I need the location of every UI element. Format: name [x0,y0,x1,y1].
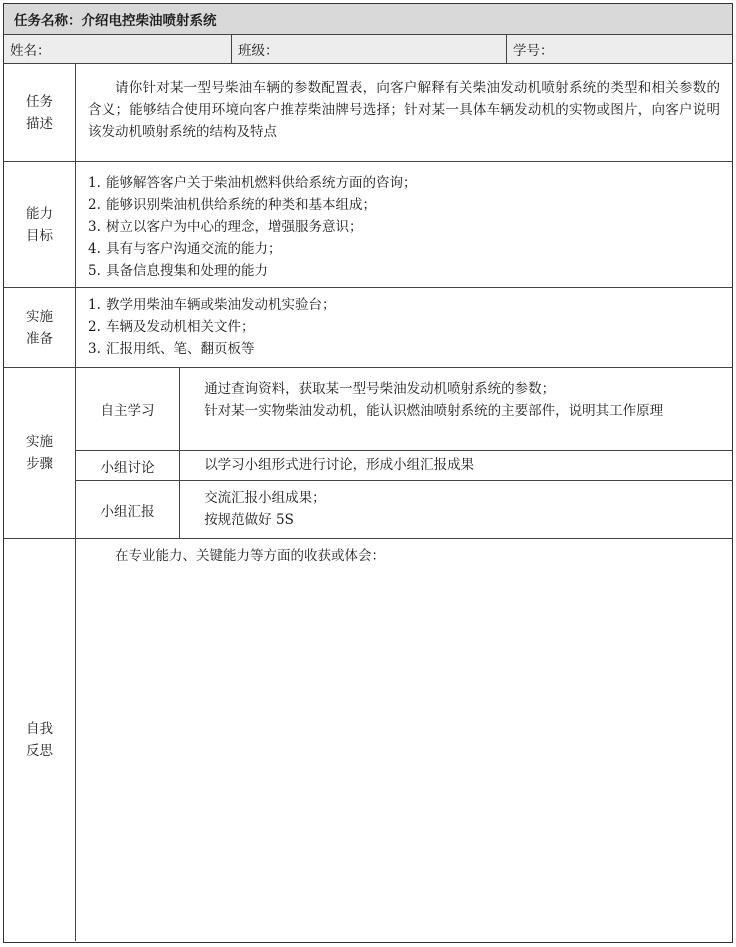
student-info-row [4,35,732,64]
self-study-line-2: 针对某一实物柴油发动机，能认识燃油喷射系统的主要部件，说明其工作原理 [204,403,664,419]
ability-goals-label: 能力 目标 [4,162,76,287]
task-sheet [3,3,733,943]
list-item: 1. 教学用柴油车辆或柴油发动机实验台； [88,297,336,313]
task-description-row [4,64,732,162]
self-reflection-row [4,539,732,941]
name-label: 姓名： [10,43,51,59]
group-report-step [76,481,732,538]
list-item: 2. 能够识别柴油机供给系统的种类和基本组成； [88,197,376,213]
ability-goals-row [4,162,732,288]
self-reflection-area[interactable] [76,539,732,941]
self-study-label: 自主学习 [76,368,180,450]
list-item: 5. 具备信息搜集和处理的能力 [88,263,268,279]
task-name-value: 介绍电控柴油喷射系统 [81,13,217,29]
class-field[interactable] [232,35,507,63]
self-study-line-1: 通过查询资料，获取某一型号柴油发动机喷射系统的参数； [204,381,556,397]
group-report-line-1: 交流汇报小组成果； [204,490,326,506]
ability-goals-list [88,172,720,282]
preparation-label: 实施 准备 [4,288,76,367]
student-id-label: 学号： [513,43,554,59]
implementation-steps-label: 实施 步骤 [4,368,76,538]
list-item: 1. 能够解答客户关于柴油机燃料供给系统方面的咨询； [88,175,417,191]
group-discussion-step [76,451,732,481]
task-description-label: 任务 描述 [4,64,76,161]
list-item: 3. 汇报用纸、笔、翻页板等 [88,341,255,357]
list-item: 3. 树立以客户为中心的理念，增强服务意识； [88,219,363,235]
task-name-label: 任务名称： [14,13,82,29]
task-description-text: 请你针对某一型号柴油车辆的参数配置表，向客户解释有关柴油发动机喷射系统的类型和相关参数的含义；能够结合使用环境向客户推荐柴油牌号选择；针对某一具体车辆发动机的实物或图片，向客户说明该发动机喷射系统的结构及特点 [88,80,720,140]
title-row [4,4,732,35]
name-field[interactable] [4,35,232,63]
group-discussion-text: 以学习小组形式进行讨论，形成小组汇报成果 [204,457,475,473]
implementation-steps-row [4,368,732,539]
group-discussion-label: 小组讨论 [76,451,180,480]
list-item: 4. 具有与客户沟通交流的能力； [88,241,282,257]
list-item: 2. 车辆及发动机相关文件； [88,319,255,335]
class-label: 班级： [238,43,279,59]
preparation-row [4,288,732,368]
self-reflection-label: 自我 反思 [4,539,76,941]
group-report-label: 小组汇报 [76,481,180,538]
student-id-field[interactable] [507,35,732,63]
preparation-list [88,294,720,360]
self-study-step [76,368,732,451]
group-report-line-2: 按规范做好 5S [204,512,294,528]
self-reflection-prompt: 在专业能力、关键能力等方面的收获或体会： [115,548,385,564]
